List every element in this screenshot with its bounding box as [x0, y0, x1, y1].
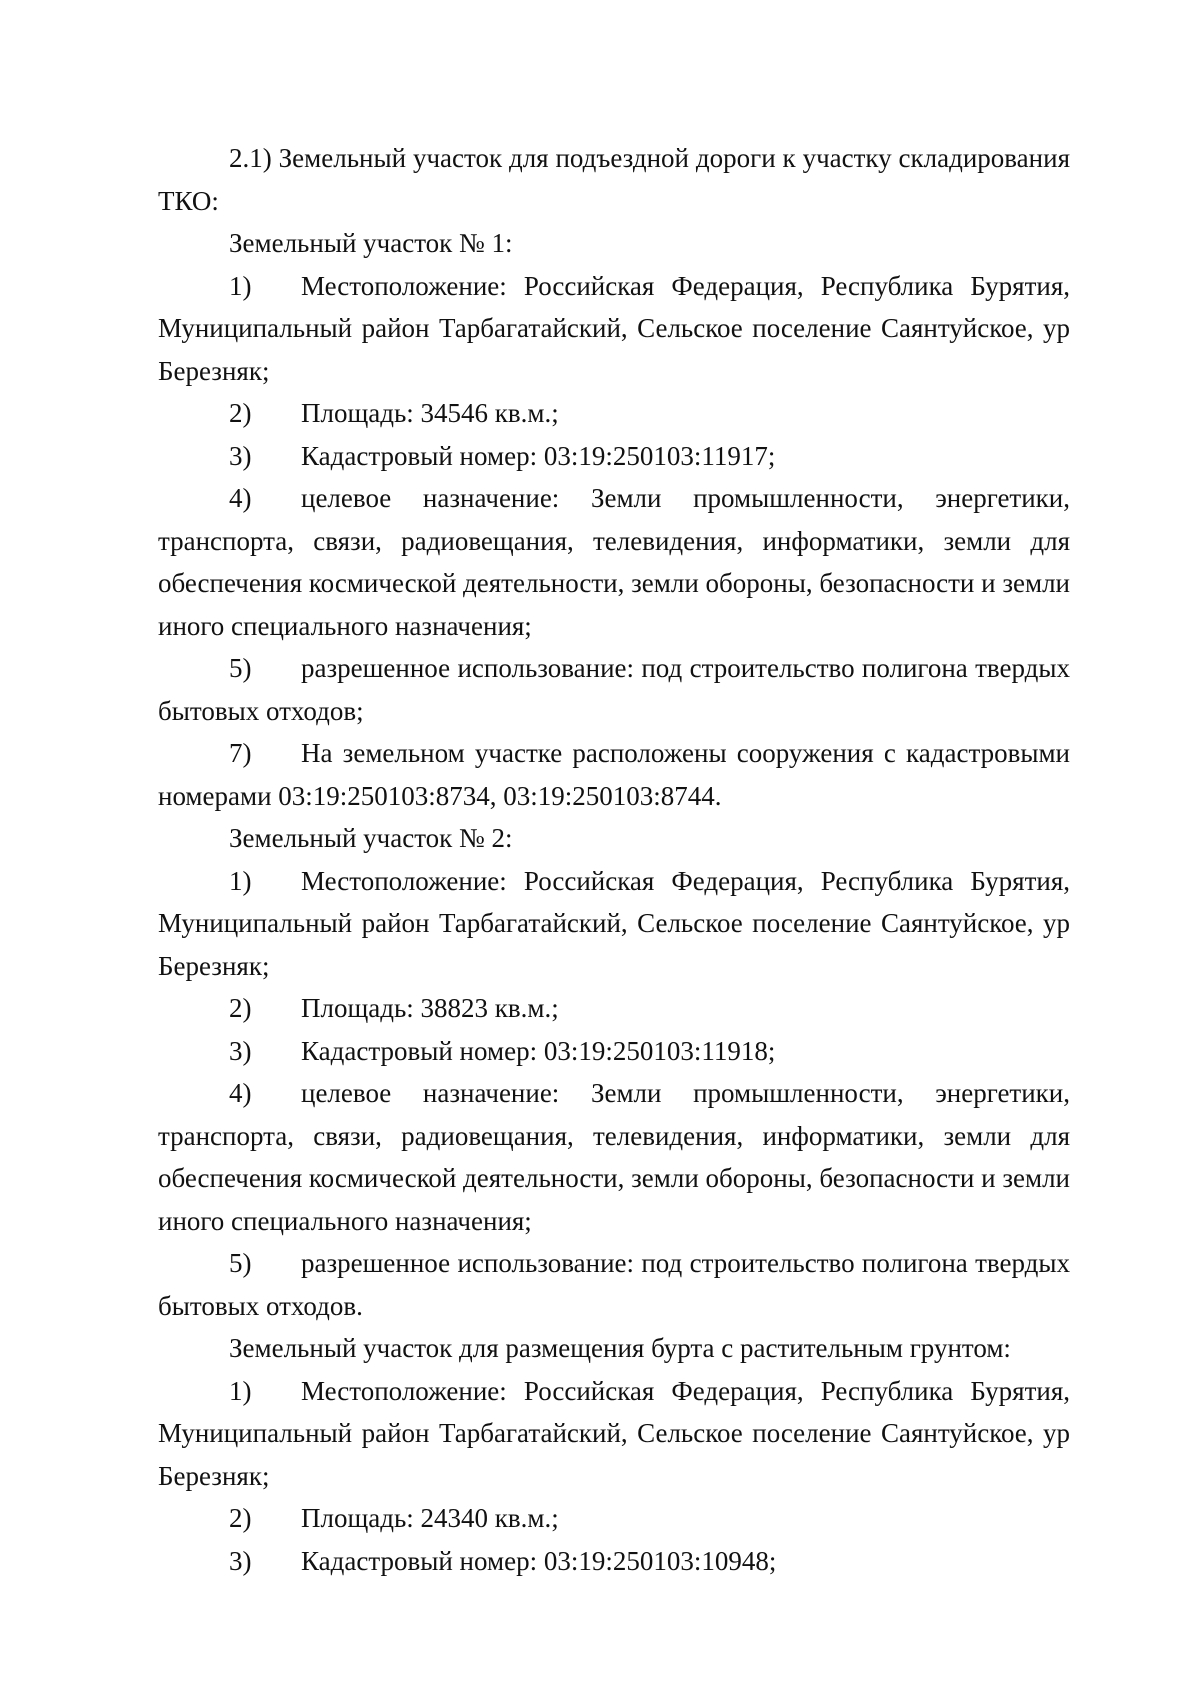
item-text: Кадастровый номер: 03:19:250103:11917;: [301, 440, 776, 471]
item-text: Площадь: 38823 кв.м.;: [301, 993, 559, 1023]
item-number: 1): [229, 270, 252, 301]
plot2-item-4: [158, 1072, 1070, 1242]
item-number: 2): [229, 993, 252, 1023]
item-number: 2): [229, 398, 252, 428]
item-text: Площадь: 34546 кв.м.;: [301, 398, 559, 428]
item-text: Кадастровый номер: 03:19:250103:10948;: [301, 1545, 777, 1576]
item-text: Кадастровый номер: 03:19:250103:11918;: [301, 1035, 776, 1066]
item-number: 1): [229, 865, 252, 896]
section-intro: 2.1) Земельный участок для подъездной дороги к участку складирования ТКО:: [158, 143, 1070, 216]
item-text: Местоположение: Российская Федерация, Республика Бурятия, Муниципальный район Тарбагатайский, Сельское поселение Саянтуйское, ур Березняк;: [158, 1375, 1070, 1491]
item-text: На земельном участке расположены сооружения с кадастровыми номерами 03:19:250103:8734, 03:19:250103:8744.: [158, 738, 1070, 811]
item-number: 7): [229, 738, 252, 768]
plot1-item-3: [158, 435, 1070, 478]
item-text: разрешенное использование: под строительство полигона твердых бытовых отходов.: [158, 1248, 1070, 1321]
plot1-title: Земельный участок № 1:: [229, 228, 513, 258]
plot2-title: Земельный участок № 2:: [229, 823, 513, 853]
item-text: целевое назначение: Земли промышленности, энергетики, транспорта, связи, радиовещания, телевидения, информатики, земли для обеспечения космической деятельности, земли обороны, безопасности и земли иного специального назначения;: [158, 1078, 1070, 1236]
plot3-item-2: [158, 1497, 1070, 1540]
plot1-item-1: [158, 265, 1070, 393]
plot1-item-5: [158, 647, 1070, 732]
item-number: 3): [229, 440, 252, 471]
item-text: разрешенное использование: под строительство полигона твердых бытовых отходов;: [158, 653, 1070, 726]
item-text: Площадь: 24340 кв.м.;: [301, 1503, 559, 1533]
item-number: 2): [229, 1503, 252, 1533]
plot3-item-1: [158, 1370, 1070, 1498]
item-number: 4): [229, 483, 252, 513]
item-text: целевое назначение: Земли промышленности, энергетики, транспорта, связи, радиовещания, телевидения, информатики, земли для обеспечения космической деятельности, земли обороны, безопасности и земли иного специального назначения;: [158, 483, 1070, 641]
plot2-item-2: [158, 987, 1070, 1030]
plot3-title: Земельный участок для размещения бурта с растительным грунтом:: [229, 1333, 1011, 1363]
item-number: 5): [229, 653, 252, 683]
item-number: 1): [229, 1375, 252, 1406]
plot2-item-1: [158, 860, 1070, 988]
plot2-item-3: [158, 1030, 1070, 1073]
item-number: 5): [229, 1248, 252, 1278]
item-text: Местоположение: Российская Федерация, Республика Бурятия, Муниципальный район Тарбагатайский, Сельское поселение Саянтуйское, ур Березняк;: [158, 270, 1070, 386]
plot1-item-2: [158, 392, 1070, 435]
item-text: Местоположение: Российская Федерация, Республика Бурятия, Муниципальный район Тарбагатайский, Сельское поселение Саянтуйское, ур Березняк;: [158, 865, 1070, 981]
plot1-item-7: [158, 732, 1070, 817]
item-number: 4): [229, 1078, 252, 1108]
plot1-item-4: [158, 477, 1070, 647]
plot3-item-3: [158, 1540, 1070, 1583]
item-number: 3): [229, 1545, 252, 1576]
item-number: 3): [229, 1035, 252, 1066]
plot2-item-5: [158, 1242, 1070, 1327]
